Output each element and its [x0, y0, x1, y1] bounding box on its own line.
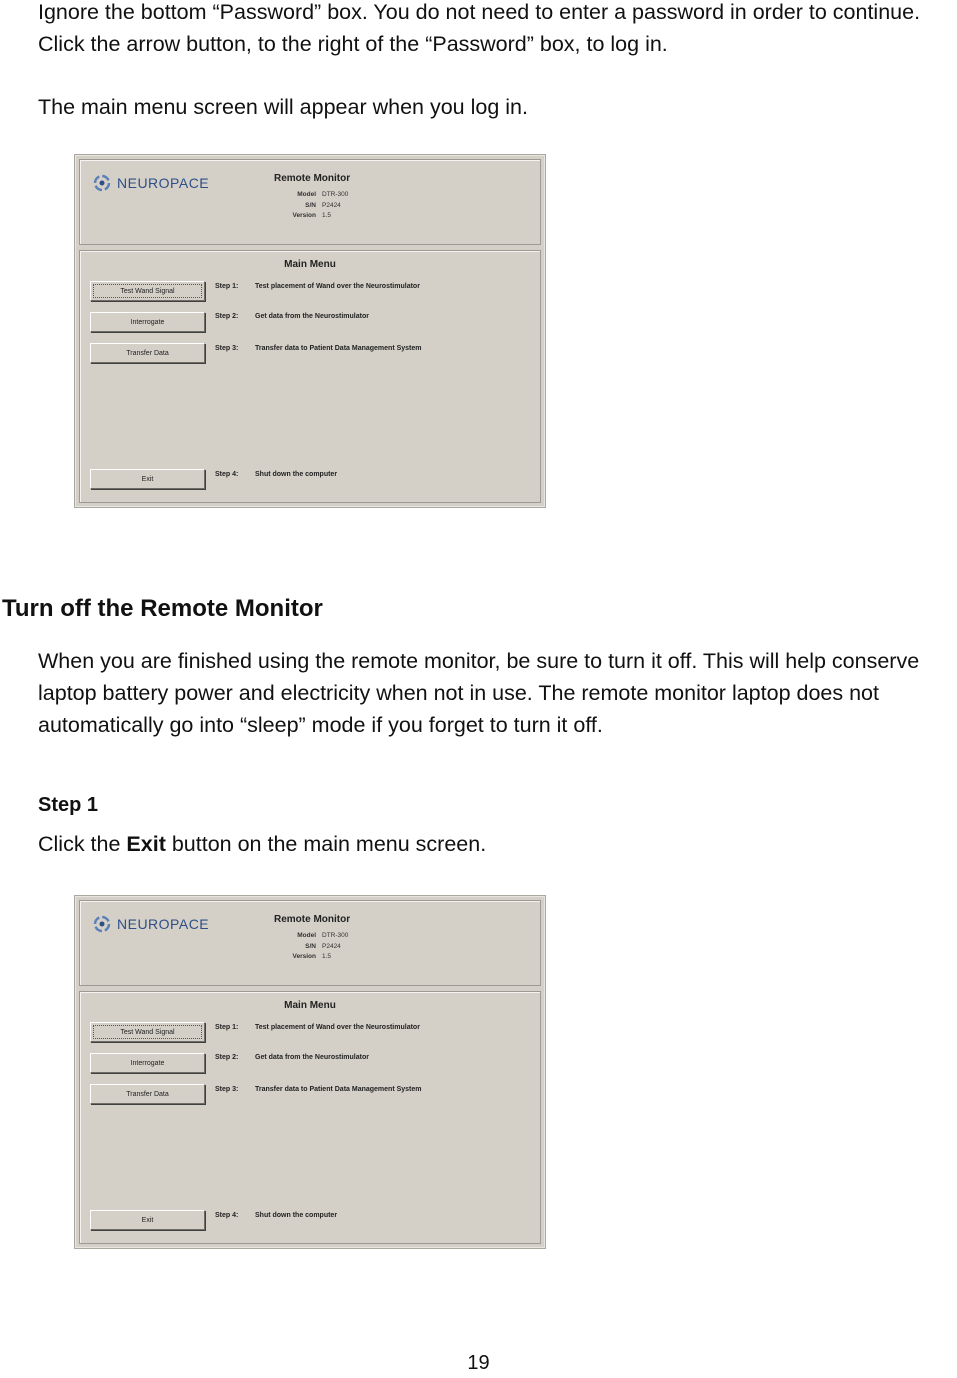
- info-label: Version: [292, 212, 316, 219]
- info-value: P2424: [322, 201, 341, 209]
- step-label: Step 2:: [215, 1054, 239, 1061]
- main-menu-screenshot-exit: [74, 895, 546, 1249]
- step-label: Step 3:: [215, 1086, 239, 1093]
- device-info: [276, 931, 348, 963]
- info-label: Model: [297, 932, 316, 939]
- info-value: P2424: [322, 942, 341, 950]
- info-label: Version: [292, 953, 316, 960]
- interrogate-button[interactable]: Interrogate: [90, 1053, 205, 1073]
- info-label: S/N: [305, 942, 316, 950]
- step-description: Shut down the computer: [255, 1212, 338, 1219]
- neuropace-logo-icon: [93, 174, 111, 192]
- section-heading: Turn off the Remote Monitor: [2, 595, 323, 622]
- neuropace-logo-icon: [93, 915, 111, 933]
- step-label: Step 4:: [215, 471, 239, 478]
- device-info: [276, 190, 348, 222]
- neuropace-logo: [93, 915, 209, 933]
- exit-button[interactable]: Exit: [90, 469, 205, 489]
- info-label: S/N: [305, 201, 316, 209]
- step-description: Get data from the Neurostimulator: [255, 313, 369, 320]
- step-label: Step 1:: [215, 1024, 239, 1031]
- step-description: Test placement of Wand over the Neurostimulator: [255, 1024, 420, 1031]
- header-panel: [79, 900, 541, 986]
- logo-text: NEUROPACE: [117, 916, 210, 932]
- test-wand-signal-button[interactable]: Test Wand Signal: [90, 1022, 205, 1042]
- exit-button[interactable]: Exit: [90, 1210, 205, 1230]
- main-menu-panel: [79, 250, 541, 503]
- step-description: Get data from the Neurostimulator: [255, 1054, 369, 1061]
- info-label: Model: [297, 191, 316, 198]
- neuropace-logo: [93, 174, 209, 192]
- step-label: Step 4:: [215, 1212, 239, 1219]
- step-label: Step 1:: [215, 283, 239, 290]
- step-label: Step 3:: [215, 345, 239, 352]
- step-prefix: Click the: [38, 832, 127, 856]
- logo-text: NEUROPACE: [117, 175, 210, 191]
- intro-paragraph: Ignore the bottom “Password” box. You do not need to enter a password in order to continue. Click the arrow button, to the right of the “Password” box, to log in.: [38, 0, 921, 56]
- step-title: Step 1: [38, 794, 99, 816]
- section-body: When you are finished using the remote monitor, be sure to turn it off. This will help conserve laptop battery power and electricity when not in use. The remote monitor laptop does not automatically go into “sleep” mode if you forget to turn it off.: [38, 649, 920, 737]
- info-value: DTR-300: [322, 191, 349, 198]
- step-description: Test placement of Wand over the Neurostimulator: [255, 283, 420, 290]
- step-label: Step 2:: [215, 313, 239, 320]
- info-value: 1.5: [322, 212, 332, 219]
- step-description: Shut down the computer: [255, 471, 338, 478]
- device-title: Remote Monitor: [274, 173, 351, 184]
- step-suffix: button on the main menu screen.: [165, 832, 487, 856]
- step-description: Transfer data to Patient Data Management System: [255, 345, 422, 352]
- main-menu-screenshot: [74, 154, 546, 508]
- header-panel: [79, 159, 541, 245]
- transfer-data-button[interactable]: Transfer Data: [90, 1084, 205, 1104]
- step-description: Transfer data to Patient Data Management System: [255, 1086, 422, 1093]
- transfer-data-button[interactable]: Transfer Data: [90, 343, 205, 363]
- menu-title: Main Menu: [284, 259, 336, 270]
- step-instruction: [38, 828, 953, 860]
- info-value: DTR-300: [322, 932, 349, 939]
- intro-paragraph-2: The main menu screen will appear when you log in.: [38, 95, 528, 119]
- interrogate-button[interactable]: Interrogate: [90, 312, 205, 332]
- test-wand-signal-button[interactable]: Test Wand Signal: [90, 281, 205, 301]
- main-menu-panel: [79, 991, 541, 1244]
- menu-title: Main Menu: [284, 1000, 336, 1011]
- step-bold: Exit: [126, 832, 166, 856]
- page-number: 19: [467, 1352, 490, 1374]
- info-value: 1.5: [322, 953, 332, 960]
- device-title: Remote Monitor: [274, 914, 351, 925]
